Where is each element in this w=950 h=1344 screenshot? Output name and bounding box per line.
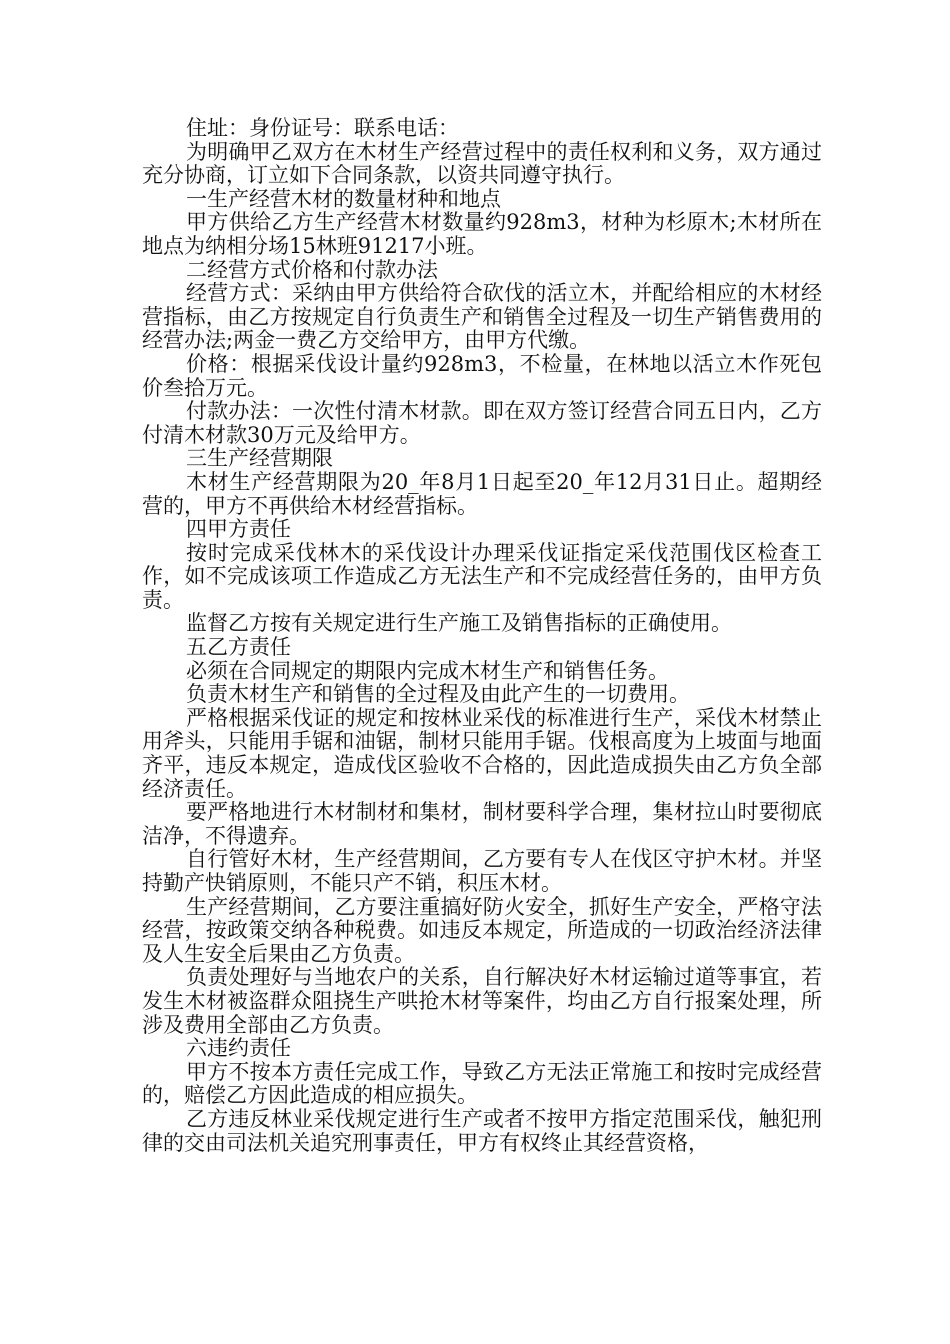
- price-paragraph: 价格：根据采伐设计量约928m3，不检量，在林地以活立木作死包价叁拾万元。: [142, 351, 822, 400]
- term-paragraph: 木材生产经营期限为20_年8月1日起至20_年12月31日止。超期经营的，甲方不再供给木材经营指标。: [142, 469, 822, 518]
- party-b-duty-4: 要严格地进行木材制材和集材，制材要科学合理，集材拉山时要彻底洁净，不得遗弃。: [142, 800, 822, 848]
- section-heading-3: 三生产经营期限: [186, 446, 333, 471]
- party-b-duty-2: 负责木材生产和销售的全过程及由此产生的一切费用。: [186, 682, 690, 707]
- party-a-duty-2: 监督乙方按有关规定进行生产施工及销售指标的正确使用。: [186, 611, 732, 636]
- breach-paragraph-1: 甲方不按本方责任完成工作，导致乙方无法正常施工和按时完成经营的，赔偿乙方因此造成的相应损失。: [142, 1059, 822, 1108]
- section-1-paragraph: 甲方供给乙方生产经营木材数量约928m3，材种为杉原木;木材所在地点为纳相分场15林班91217小班。: [142, 210, 822, 258]
- payment-paragraph: 付款办法：一次性付清木材款。即在双方签订经营合同五日内，乙方付清木材款30万元及给甲方。: [142, 399, 822, 447]
- party-a-duty-1: 按时完成采伐林木的采伐设计办理采伐证指定采伐范围伐区检查工作，如不完成该项工作造成乙方无法生产和不完成经营任务的，由甲方负责。: [142, 540, 822, 612]
- breach-paragraph-2: 乙方违反林业采伐规定进行生产或者不按甲方指定范围采伐，触犯刑律的交由司法机关追究刑事责任，甲方有权终止其经营资格，: [142, 1106, 822, 1155]
- address-line: 住址：身份证号：联系电话：: [186, 116, 459, 140]
- party-b-duty-3: 严格根据采伐证的规定和按林业采伐的标准进行生产，采伐木材禁止用斧头，只能用手锯和油锯，制材只能用手锯。伐根高度为上坡面与地面齐平，违反本规定，造成伐区验收不合格的，因此造成损失由乙方负全部经济责任。: [142, 705, 822, 801]
- document-body: [142, 117, 822, 1155]
- operation-method-paragraph: 经营方式：采纳由甲方供给符合砍伐的活立木，并配给相应的木材经营指标，由乙方按规定自行负责生产和销售全过程及一切生产销售费用的经营办法;两金一费乙方交给甲方，由甲方代缴。: [142, 281, 822, 353]
- party-b-duty-7: 负责处理好与当地农户的关系，自行解决好木材运输过道等事宜，若发生木材被盗群众阻挠生产哄抢木材等案件，均由乙方自行报案处理，所涉及费用全部由乙方负责。: [142, 965, 822, 1037]
- party-b-duty-6: 生产经营期间，乙方要注重搞好防火安全，抓好生产安全，严格守法经营，按政策交纳各种税费。如违反本规定，所造成的一切政治经济法律及人生安全后果由乙方负责。: [142, 894, 822, 966]
- party-b-duty-5: 自行管好木材，生产经营期间，乙方要有专人在伐区守护木材。并坚持勤产快销原则，不能只产不销，积压木材。: [142, 847, 822, 895]
- section-heading-2: 二经营方式价格和付款办法: [186, 257, 438, 282]
- party-b-duty-1: 必须在合同规定的期限内完成木材生产和销售任务。: [186, 658, 669, 683]
- section-heading-6: 六违约责任: [186, 1036, 291, 1061]
- section-heading-1: 一生产经营木材的数量材种和地点: [186, 186, 501, 211]
- section-heading-5: 五乙方责任: [186, 635, 291, 660]
- section-heading-4: 四甲方责任: [186, 517, 291, 542]
- contract-preamble: 为明确甲乙双方在木材生产经营过程中的责任权利和义务，双方通过充分协商，订立如下合同条款，以资共同遵守执行。: [142, 139, 822, 188]
